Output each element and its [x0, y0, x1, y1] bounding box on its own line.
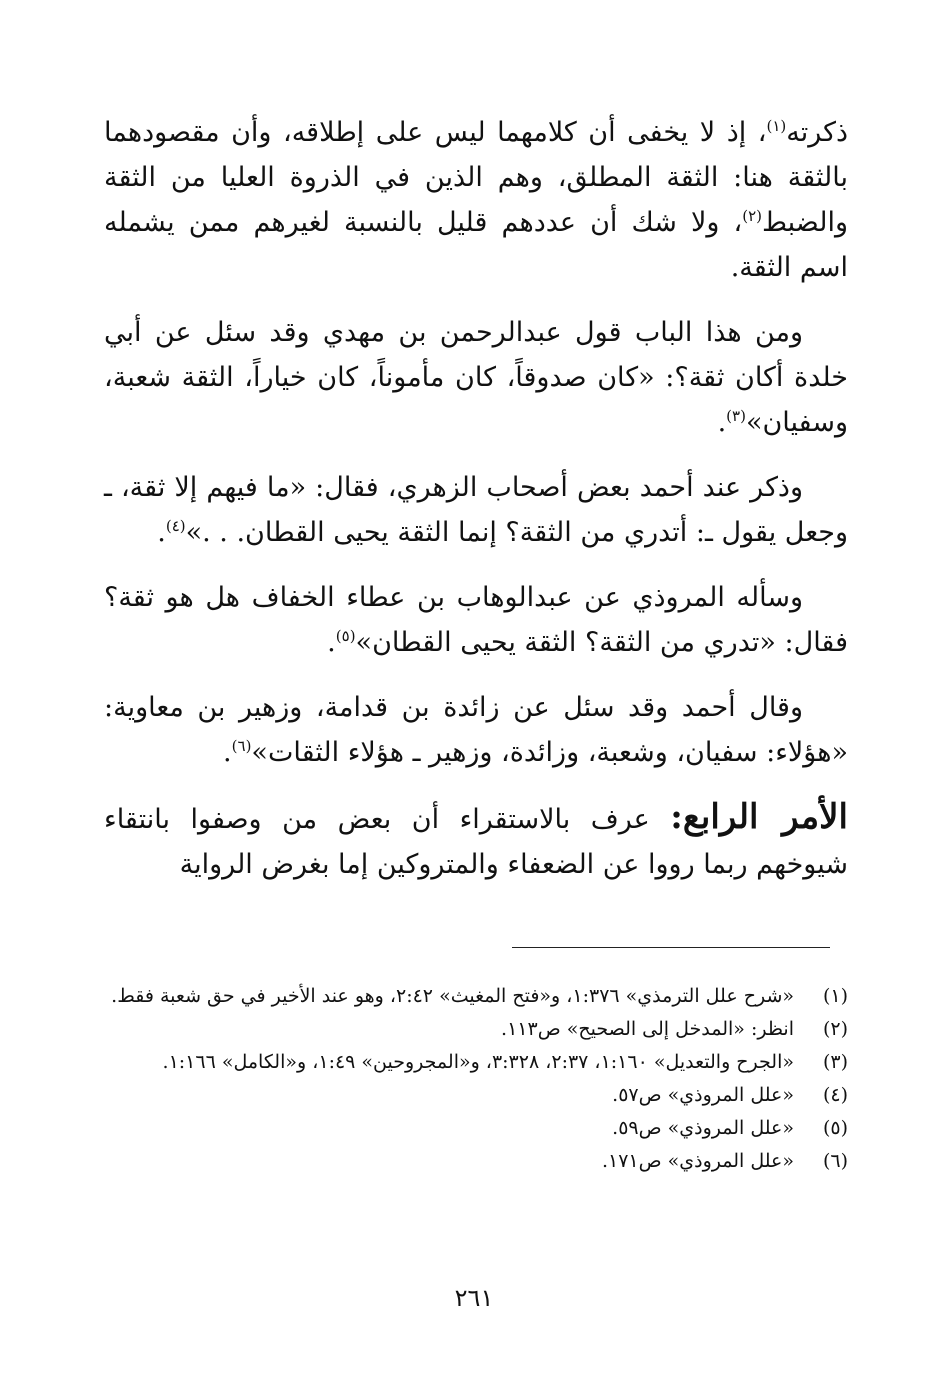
page-number: ٢٦١ [454, 1284, 494, 1312]
footnotes [104, 980, 848, 1178]
footnote-item [104, 1013, 848, 1046]
paragraph-text: ، ولا شك أن عددهم قليل بالنسبة لغيرهم ممن يشمله اسم الثقة. [104, 207, 848, 283]
paragraph-text: . [327, 627, 336, 658]
footnote-item [104, 1079, 848, 1112]
paragraph-text: عرف بالاستقراء أن بعض من وصفوا بانتقاء شيوخهم ربما رووا عن الضعفاء والمتروكين إما بغرض الرواية [104, 804, 848, 880]
paragraph-text: ومن هذا الباب قول عبدالرحمن بن مهدي وقد سئل عن أبي خلدة أكان ثقة؟: «كان صدوقاً، كان مأموناً، كان خياراً، الثقة شعبة، وسفيان» [104, 317, 848, 438]
paragraph-text: ذكرته [786, 117, 848, 148]
footnote-ref: (٢) [742, 207, 763, 225]
footnote-text: انظر: «المدخل إلى الصحيح» ص١١٣. [501, 1018, 794, 1040]
paragraph-text: . [157, 517, 166, 548]
footnote-number: (١) [822, 985, 848, 1007]
footnote-text: «شرح علل الترمذي» ١:٣٧٦، و«فتح المغيث» ٢:٤٢، وهو عند الأخير في حق شعبة فقط. [111, 985, 794, 1007]
paragraph-text: . [223, 737, 232, 768]
footnote-item [104, 980, 848, 1013]
paragraph-text: وقال أحمد وقد سئل عن زائدة بن قدامة، وزهير بن معاوية: «هؤلاء: سفيان، وشعبة، وزائدة، وزهير ـ هؤلاء الثقات» [104, 692, 848, 768]
footnote-ref: (٤) [165, 517, 186, 535]
footnote-separator [512, 947, 830, 948]
footnote-number: (٤) [822, 1084, 848, 1106]
footnote-ref: (٦) [231, 737, 252, 755]
paragraph-text: وسأله المروذي عن عبدالوهاب بن عطاء الخفاف هل هو ثقة؟ فقال: «تدري من الثقة؟ الثقة يحيى القطان» [104, 582, 848, 658]
footnote-number: (٦) [822, 1150, 848, 1172]
footnote-text: «الجرح والتعديل» ١:١٦٠، ٢:٣٧، ٣:٣٢٨، و«المجروحين» ١:٤٩، و«الكامل» ١:١٦٦. [162, 1051, 794, 1073]
footnote-text: «علل المروذي» ص١٧١. [601, 1150, 794, 1172]
main-text [104, 110, 848, 907]
footnote-ref: (٥) [335, 627, 356, 645]
paragraph-text: وذكر عند أحمد بعض أصحاب الزهري، فقال: «ما فيهم إلا ثقة، ـ وجعل يقول ـ: أتدري من الثقة؟ إنما الثقة يحيى القطان. . .» [104, 472, 848, 548]
paragraph-text: ، إذ لا يخفى أن كلامهما ليس على إطلاقه، وأن مقصودهما بالثقة هنا: الثقة المطلق، وهم الذين في الذروة العليا من الثقة والضبط [104, 117, 848, 238]
section-heading: الأمر الرابع: [670, 797, 848, 837]
footnote-ref: (١) [766, 117, 787, 135]
footnote-text: «علل المروذي» ص٥٩. [612, 1117, 794, 1139]
footnote-ref: (٣) [726, 407, 746, 425]
paragraph-text: . [717, 407, 727, 438]
paragraph-6 [104, 795, 848, 887]
paragraph-3 [104, 465, 848, 555]
footnote-item [104, 1046, 848, 1079]
paragraph-2 [104, 310, 848, 445]
footnote-text: «علل المروذي» ص٥٧. [612, 1084, 794, 1106]
paragraph-4 [104, 575, 848, 665]
paragraph-1 [104, 110, 848, 290]
footnote-number: (٥) [822, 1117, 848, 1139]
footnote-item [104, 1112, 848, 1145]
footnote-number: (٣) [822, 1051, 848, 1073]
footnote-number: (٢) [822, 1018, 848, 1040]
paragraph-5 [104, 685, 848, 775]
footnote-item [104, 1145, 848, 1178]
